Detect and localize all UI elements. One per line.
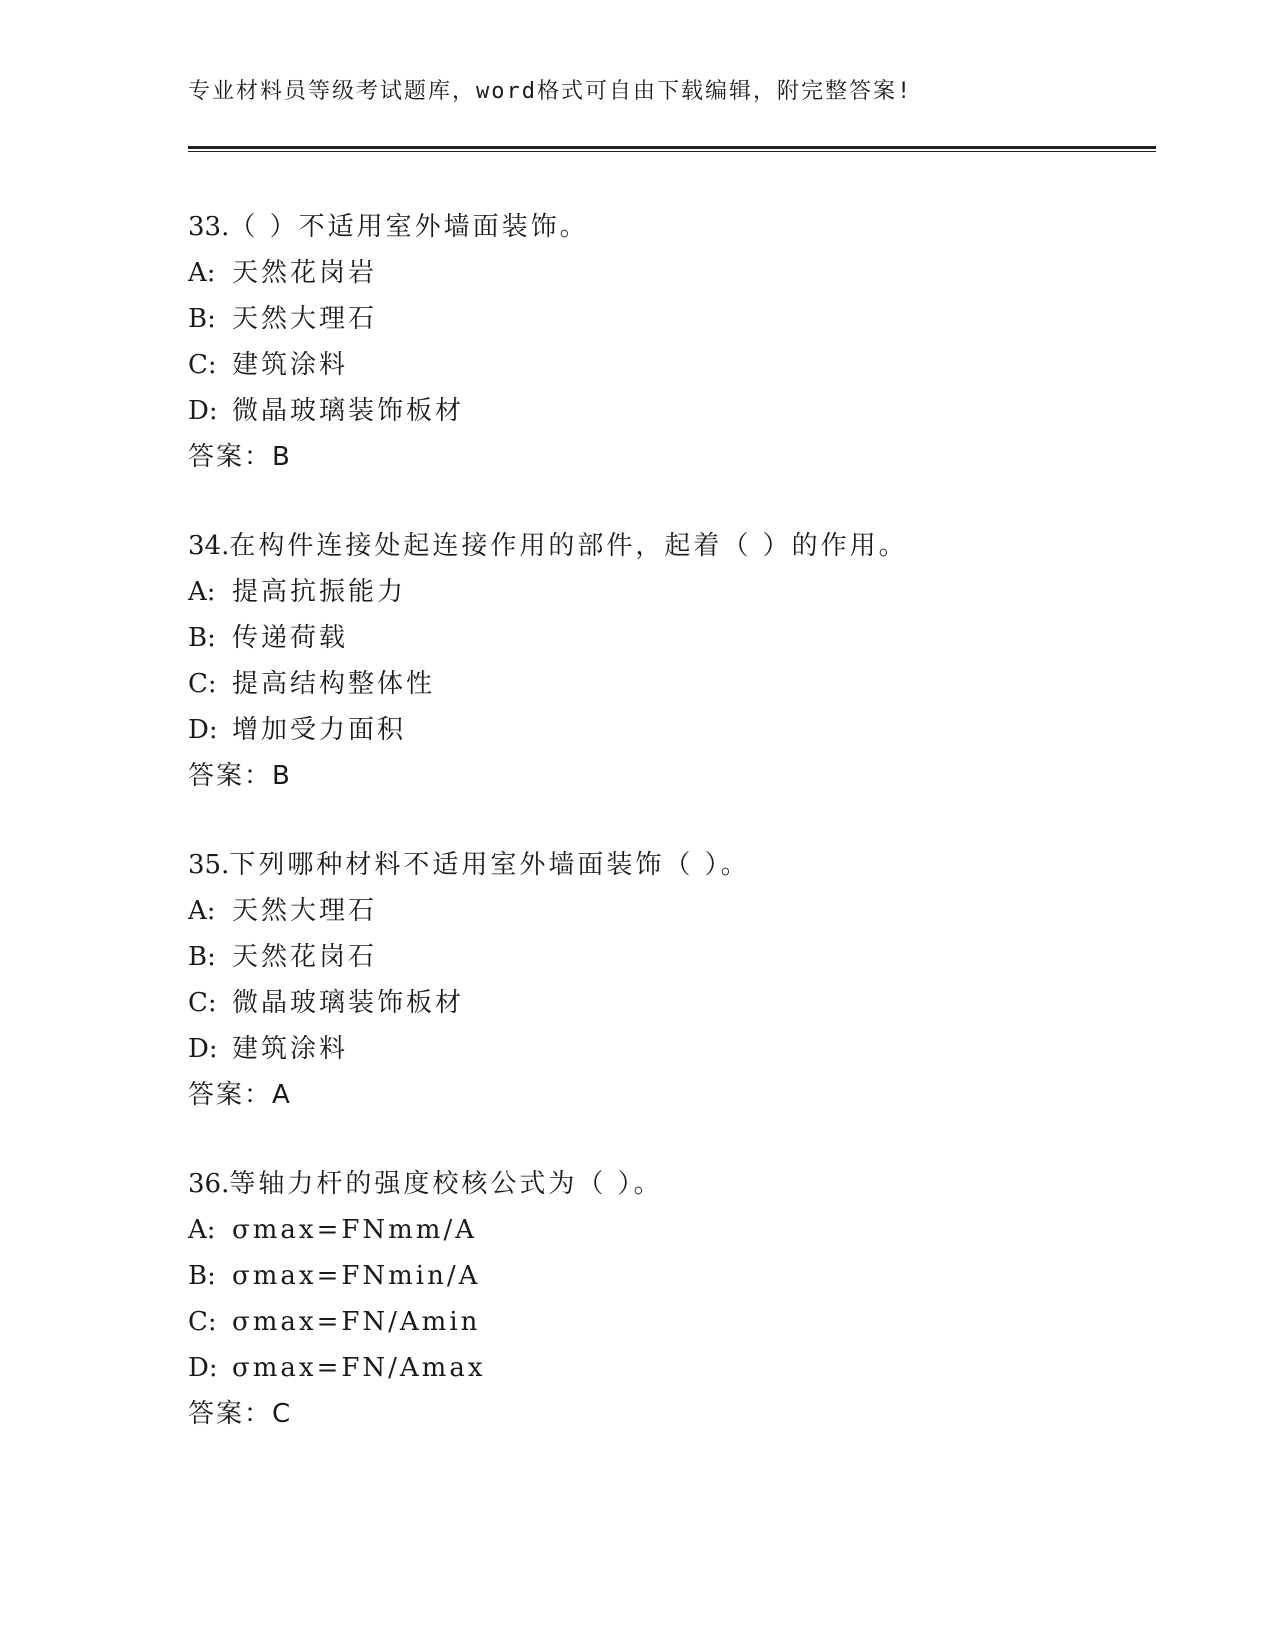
option-c bbox=[188, 342, 1156, 388]
option-letter: B: bbox=[188, 1261, 216, 1291]
option-text: 建筑涂料 bbox=[232, 350, 349, 380]
option-text: 天然花岗岩 bbox=[232, 258, 378, 288]
option-c bbox=[188, 661, 1156, 707]
option-letter: D: bbox=[188, 1034, 218, 1064]
question-text: （ ）不适用室外墙面装饰。 bbox=[229, 212, 589, 242]
option-text: 天然花岗石 bbox=[232, 942, 378, 972]
option-text: σmax=FNmin/A bbox=[232, 1261, 481, 1291]
option-letter: B: bbox=[188, 623, 216, 653]
answer-label: 答案： bbox=[188, 442, 273, 472]
question-number: 34. bbox=[188, 531, 230, 561]
option-letter: A: bbox=[188, 1215, 216, 1245]
question-stem bbox=[188, 204, 1156, 250]
question-stem bbox=[188, 842, 1156, 888]
option-text: 微晶玻璃装饰板材 bbox=[232, 988, 465, 1018]
header-text: 专业材料员等级考试题库，word格式可自由下载编辑，附完整答案! bbox=[188, 79, 913, 104]
option-text: 增加受力面积 bbox=[232, 715, 407, 745]
question-text: 等轴力杆的强度校核公式为（ ）。 bbox=[229, 1169, 663, 1199]
option-text: 微晶玻璃装饰板材 bbox=[232, 396, 465, 426]
option-letter: D: bbox=[188, 1353, 218, 1383]
option-letter: B: bbox=[188, 304, 216, 334]
answer-value: A bbox=[272, 1080, 292, 1110]
option-a bbox=[188, 1207, 1156, 1253]
answer-line bbox=[188, 1072, 1156, 1118]
question-text: 在构件连接处起连接作用的部件，起着（ ）的作用。 bbox=[229, 531, 908, 561]
question-stem bbox=[188, 523, 1156, 569]
answer-line bbox=[188, 434, 1156, 480]
answer-label: 答案： bbox=[188, 1399, 273, 1429]
option-b bbox=[188, 1253, 1156, 1299]
option-c bbox=[188, 980, 1156, 1026]
option-a bbox=[188, 250, 1156, 296]
option-letter: C: bbox=[188, 1307, 217, 1337]
option-text: 传递荷载 bbox=[232, 623, 349, 653]
question-list bbox=[188, 204, 1156, 1480]
question-stem bbox=[188, 1161, 1156, 1207]
option-b bbox=[188, 934, 1156, 980]
option-text: 提高结构整体性 bbox=[232, 669, 436, 699]
option-a bbox=[188, 569, 1156, 615]
option-text: 建筑涂料 bbox=[232, 1034, 349, 1064]
option-letter: C: bbox=[188, 669, 217, 699]
option-b bbox=[188, 296, 1156, 342]
answer-label: 答案： bbox=[188, 1080, 273, 1110]
option-text: 提高抗振能力 bbox=[232, 577, 407, 607]
answer-value: B bbox=[272, 761, 292, 791]
question-35 bbox=[188, 842, 1156, 1118]
answer-line bbox=[188, 753, 1156, 799]
header-divider bbox=[188, 146, 1156, 149]
option-d bbox=[188, 1345, 1156, 1391]
option-a bbox=[188, 888, 1156, 934]
option-text: σmax=FN/Amax bbox=[232, 1353, 486, 1383]
option-d bbox=[188, 388, 1156, 434]
option-letter: A: bbox=[188, 577, 216, 607]
option-letter: A: bbox=[188, 896, 216, 926]
question-34 bbox=[188, 523, 1156, 799]
option-text: σmax=FNmm/A bbox=[232, 1215, 477, 1245]
option-letter: B: bbox=[188, 942, 216, 972]
option-d bbox=[188, 707, 1156, 753]
option-letter: C: bbox=[188, 350, 217, 380]
question-36 bbox=[188, 1161, 1156, 1437]
question-33 bbox=[188, 204, 1156, 480]
answer-label: 答案： bbox=[188, 761, 273, 791]
option-d bbox=[188, 1026, 1156, 1072]
option-c bbox=[188, 1299, 1156, 1345]
option-text: 天然大理石 bbox=[232, 896, 378, 926]
option-letter: D: bbox=[188, 396, 218, 426]
question-number: 36. bbox=[188, 1169, 230, 1199]
question-number: 33. bbox=[188, 212, 230, 242]
option-letter: C: bbox=[188, 988, 217, 1018]
question-text: 下列哪种材料不适用室外墙面装饰（ ）。 bbox=[229, 850, 750, 880]
question-number: 35. bbox=[188, 850, 230, 880]
answer-value: B bbox=[272, 442, 292, 472]
option-letter: D: bbox=[188, 715, 218, 745]
option-text: 天然大理石 bbox=[232, 304, 378, 334]
answer-line bbox=[188, 1391, 1156, 1437]
option-b bbox=[188, 615, 1156, 661]
option-text: σmax=FN/Amin bbox=[232, 1307, 481, 1337]
option-letter: A: bbox=[188, 258, 216, 288]
answer-value: C bbox=[272, 1399, 293, 1429]
